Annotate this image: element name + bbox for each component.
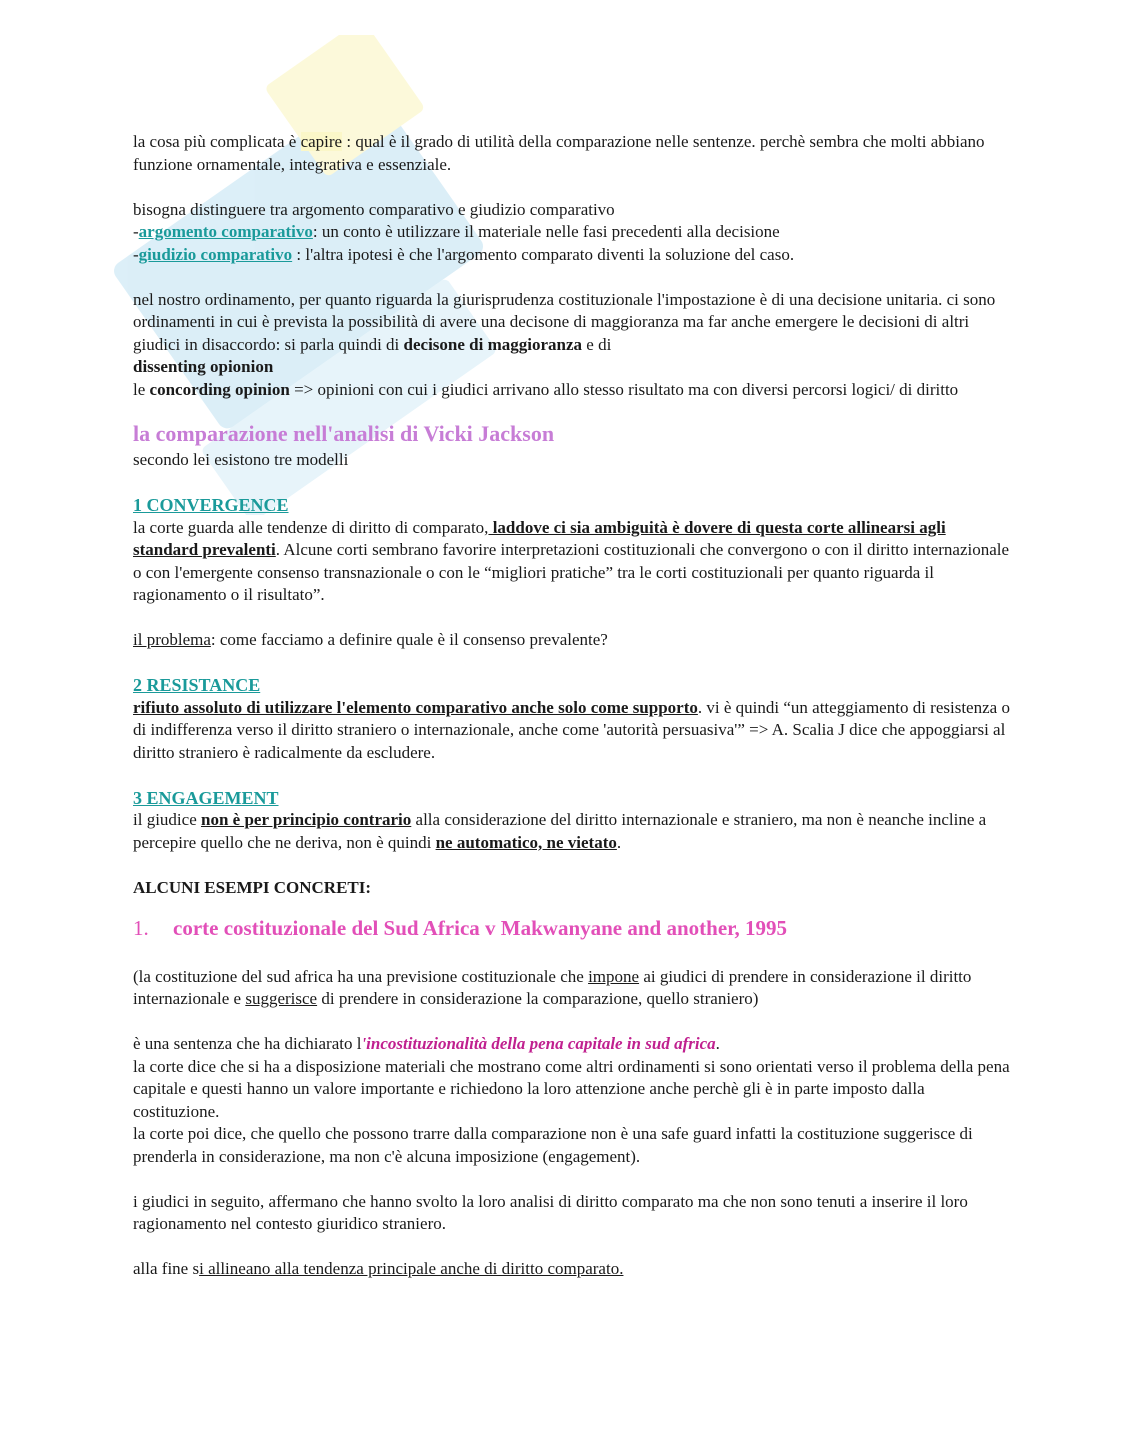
heading-convergence: 1 CONVERGENCE xyxy=(133,495,289,515)
term-concording: concording opinion xyxy=(149,379,290,399)
term-dissenting: dissenting opionion xyxy=(133,357,274,376)
paragraph-case-body: è una sentenza che ha dichiarato l'incostituzionalità della pena capitale in sud africa. la corte dice che si ha a disposizione materiali che mostrano come altri ordinamenti si sono orientati verso il problema della pena capitale e questi hanno un valore importante e richiedono la loro attenzione anche perchè gli è in parte imposto dalla costituzione. la corte poi dice, che quello che possono trarre dalla comparazione non è una safe guard infatti la costituzione suggerisce di prenderla in considerazione, ma non c'è alcuna imposizione (engagement). xyxy=(133,1034,1010,1166)
paragraph-convergence: la corte guarda alle tendenze di diritto di comparato, laddove ci sia ambiguità è dovere di questa corte allinearsi agli standard prevalenti. Alcune corti sembrano favorire interpretazioni costituzionali che convergono o con il diritto internazionale o con l'emergente consenso transnazionale o con le “migliori pratiche” tra le corti costituzionali per quanto riguarda il ragionamento o il risultato”. xyxy=(133,517,1010,604)
term-argomento-comparativo: argomento comparativo xyxy=(138,222,313,241)
heading-examples: ALCUNI ESEMPI CONCRETI: xyxy=(133,877,372,897)
heading-engagement: 3 ENGAGEMENT xyxy=(133,787,279,808)
highlighted-word: capire xyxy=(300,132,343,151)
paragraph-intro: la cosa più complicata è capire : qual è il grado di utilità della comparazione nelle sentenze. perchè sembra che molti abbiano funzione ornamentale, integrativa e essenziale. xyxy=(133,132,985,174)
paragraph-engagement: il giudice non è per principio contrario alla considerazione del diritto internazionale e straniero, ma non è neanche incline a percepire quello che ne deriva, non è quindi ne automatico, ne vietato. xyxy=(133,810,987,852)
paragraph-problem: il problema: come facciamo a definire quale è il consenso prevalente? xyxy=(133,630,608,649)
heading-jackson: la comparazione nell'analisi di Vicki Jackson xyxy=(133,421,555,446)
paragraph-case-end: alla fine si allineano alla tendenza principale anche di diritto comparato. xyxy=(133,1259,624,1278)
heading-case-1: 1. corte costituzionale del Sud Africa v Makwanyane and another, 1995 xyxy=(133,913,1013,943)
heading-resistance: 2 RESISTANCE xyxy=(133,675,261,695)
paragraph-distinction: bisogna distinguere tra argomento comparativo e giudizio comparativo -argomento comparativo: un conto è utilizzare il materiale nelle fasi precedenti alla decisione -giudizio comparativo : l'altra ipotesi è che l'argomento comparato diventi la soluzione del caso. xyxy=(133,199,795,264)
paragraph-case-judges: i giudici in seguito, affermano che hanno svolto la loro analisi di diritto comparato ma che non sono tenuti a inserire il loro ragionamento nel contesto giuridico straniero. xyxy=(133,1191,968,1233)
case-number: 1. xyxy=(133,916,149,940)
paragraph-resistance: rifiuto assoluto di utilizzare l'elemento comparativo anche solo come supporto. vi è quindi “un atteggiamento di resistenza o di indifferenza verso il diritto straniero o internazionale, anche come 'autorità persuasiva'” => A. Scalia J dice che appoggiarsi al diritto straniero è radicalmente da escludere. xyxy=(133,697,1010,762)
paragraph-case-parenthesis: (la costituzione del sud africa ha una previsione costituzionale che impone ai giudici di prendere in considerazione il diritto internazionale e suggerisce di prendere in considerazione la comparazione, quello straniero) xyxy=(133,966,972,1008)
jackson-subtitle: secondo lei esistono tre modelli xyxy=(133,450,349,469)
paragraph-ordinamento: nel nostro ordinamento, per quanto riguarda la giurisprudenza costituzionale l'impostazione è di una decisione unitaria. ci sono ordinamenti in cui è prevista la possibilità di avere una decisone di maggioranza ma far anche emergere le decisioni di altri giudici in disaccordo: si parla quindi di decisone di maggioranza e di dissenting opionion le concording opinion => opinioni con cui i giudici arrivano allo stesso risultato ma con diversi percorsi logici/ di diritto xyxy=(133,289,996,399)
document-page xyxy=(133,131,1013,1281)
term-giudizio-comparativo: giudizio comparativo xyxy=(138,244,293,264)
